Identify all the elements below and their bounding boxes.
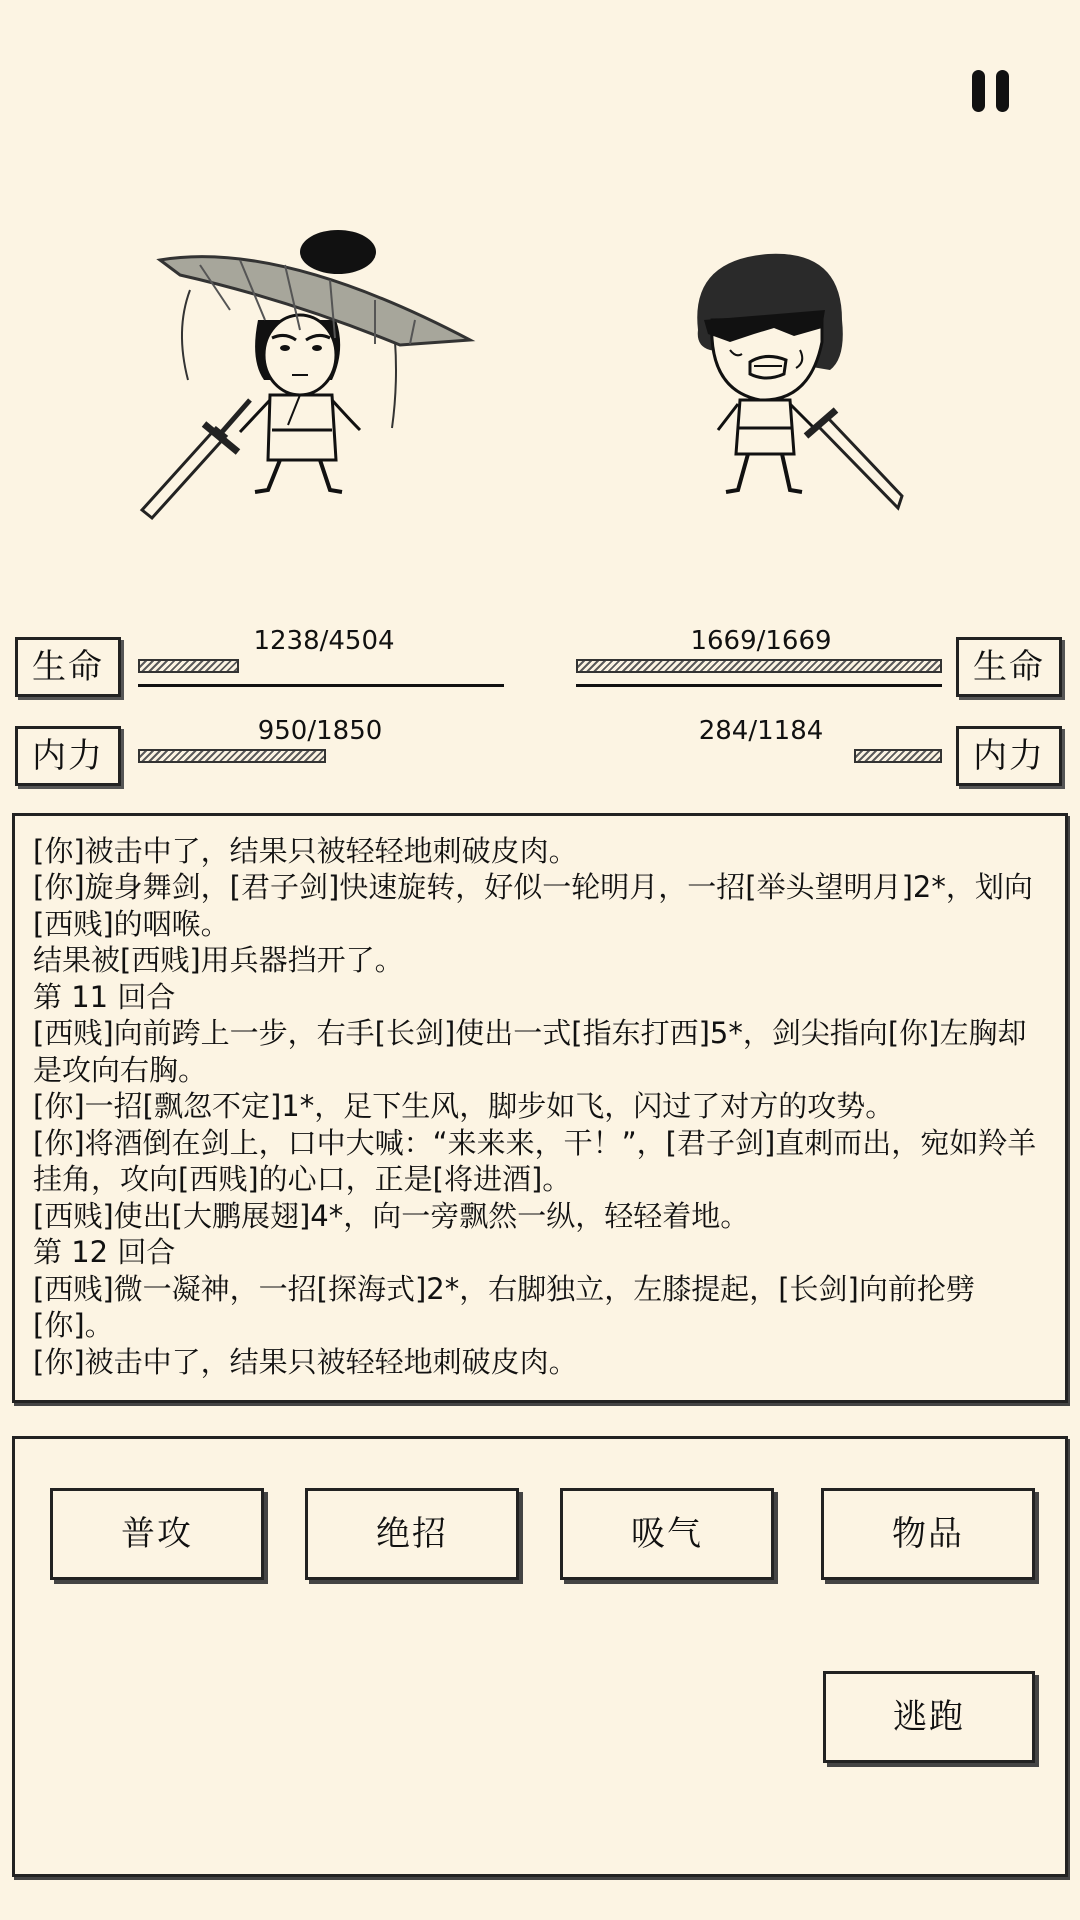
player-sprite bbox=[160, 220, 490, 520]
log-line: [你]一招[飘忽不定]1*，足下生风，脚步如飞，闪过了对方的攻势。 bbox=[33, 1089, 895, 1123]
pause-button[interactable] bbox=[966, 68, 1016, 116]
pause-icon bbox=[996, 70, 1009, 112]
player-mp-value: 950/1850 bbox=[257, 716, 383, 746]
log-line: [你]将酒倒在剑上，口中大喊：“来来来，干！”，[君子剑]直刺而出，宛如羚羊挂角，攻向[西贱]的心口，正是[将进酒]。 bbox=[33, 1125, 1037, 1196]
enemy-mp-value: 284/1184 bbox=[698, 716, 824, 746]
log-line: 第 12 回合 bbox=[33, 1235, 176, 1269]
action-panel bbox=[12, 1436, 1068, 1877]
player-hp-track bbox=[138, 684, 504, 687]
breathe-button[interactable]: 吸气 bbox=[560, 1488, 774, 1580]
log-line: [你]被击中了，结果只被轻轻地刺破皮肉。 bbox=[33, 1344, 578, 1379]
items-button[interactable]: 物品 bbox=[821, 1488, 1035, 1580]
player-mp-bar bbox=[138, 749, 326, 763]
attack-button[interactable]: 普攻 bbox=[50, 1488, 264, 1580]
player-hp-bar bbox=[138, 659, 239, 673]
log-line: [西贱]向前跨上一步，右手[长剑]使出一式[指东打西]5*，剑尖指向[你]左胸却是攻向右胸。 bbox=[33, 1016, 1027, 1087]
enemy-hp-bar bbox=[576, 659, 942, 673]
log-line: [你]被击中了，结果只被轻轻地刺破皮肉。 bbox=[33, 833, 578, 868]
player-character bbox=[160, 220, 490, 520]
skill-button[interactable]: 绝招 bbox=[305, 1488, 519, 1580]
log-line: [你]旋身舞剑，[君子剑]快速旋转，好似一轮明月，一招[举头望明月]2*，划向[西贱]的咽喉。 bbox=[33, 870, 1033, 941]
log-line: 结果被[西贱]用兵器挡开了。 bbox=[33, 943, 404, 977]
enemy-mp-bar bbox=[854, 749, 942, 763]
enemy-hp-label: 生命 bbox=[956, 637, 1062, 697]
pause-icon bbox=[972, 70, 985, 112]
player-mp-label: 内力 bbox=[15, 726, 121, 786]
player-hp-value: 1238/4504 bbox=[253, 626, 395, 656]
log-line: [西贱]微一凝神，一招[探海式]2*，右脚独立，左膝提起，[长剑]向前抡劈[你]。 bbox=[33, 1271, 975, 1342]
log-line: 第 11 回合 bbox=[33, 979, 176, 1014]
flee-button[interactable]: 逃跑 bbox=[823, 1671, 1035, 1763]
battle-log-content bbox=[33, 833, 1047, 1381]
log-line: [西贱]使出[大鹏展翅]4*，向一旁飘然一纵，轻轻着地。 bbox=[33, 1198, 750, 1233]
enemy-character bbox=[690, 250, 920, 520]
enemy-hp-track bbox=[576, 684, 942, 687]
enemy-mp-label: 内力 bbox=[956, 726, 1062, 786]
player-hp-label: 生命 bbox=[15, 637, 121, 697]
battle-log[interactable] bbox=[12, 813, 1068, 1403]
enemy-sprite bbox=[690, 250, 920, 520]
enemy-hp-value: 1669/1669 bbox=[690, 626, 832, 656]
